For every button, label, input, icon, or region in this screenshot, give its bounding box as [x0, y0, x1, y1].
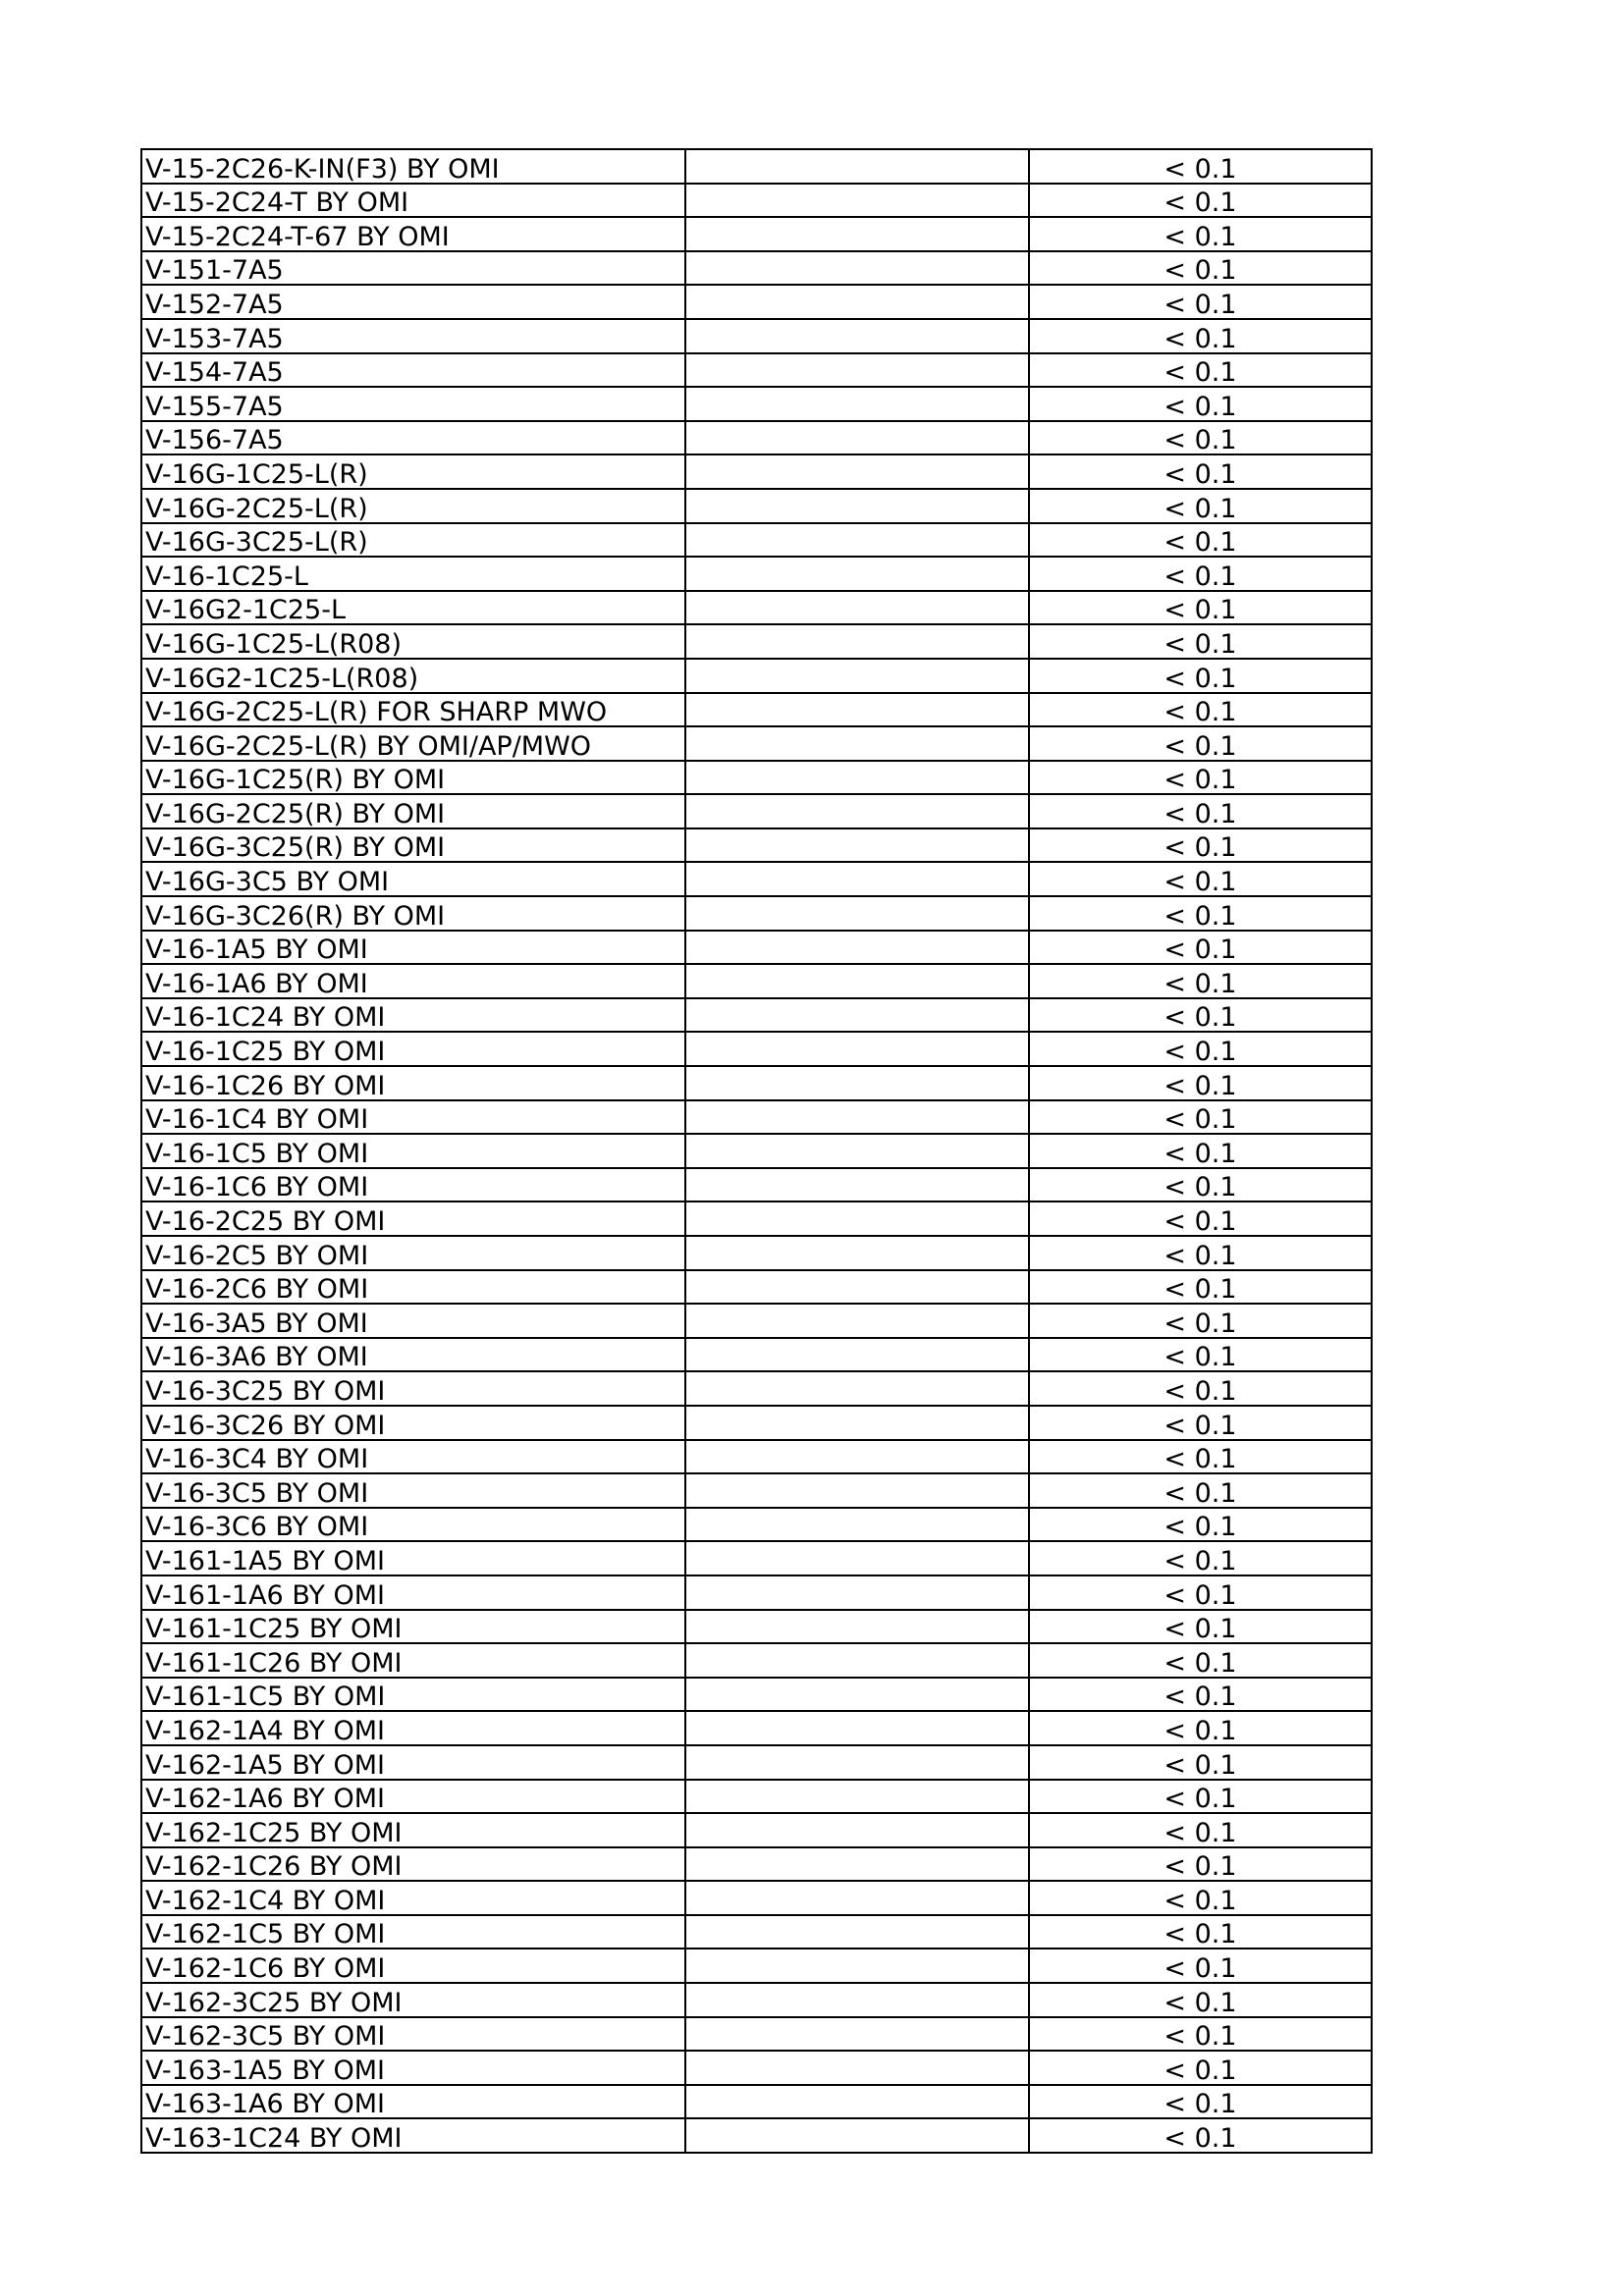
- blank-cell: [685, 387, 1029, 421]
- blank-cell: [685, 1711, 1029, 1745]
- part-number-cell: V-163-1A6 BY OMI: [141, 2085, 685, 2119]
- part-number-cell: V-152-7A5: [141, 285, 685, 319]
- value-cell: < 0.1: [1029, 1134, 1372, 1168]
- blank-cell: [685, 998, 1029, 1033]
- blank-cell: [685, 421, 1029, 455]
- table-row: [141, 794, 1372, 828]
- blank-cell: [685, 1473, 1029, 1508]
- blank-cell: [685, 1236, 1029, 1270]
- part-number-cell: V-16-3C4 BY OMI: [141, 1440, 685, 1474]
- part-number-cell: V-16-3C5 BY OMI: [141, 1473, 685, 1508]
- table-row: [141, 1270, 1372, 1305]
- blank-cell: [685, 1168, 1029, 1202]
- value-cell: < 0.1: [1029, 1541, 1372, 1575]
- blank-cell: [685, 624, 1029, 659]
- table-row: [141, 1508, 1372, 1542]
- table-row: [141, 1610, 1372, 1644]
- value-cell: < 0.1: [1029, 761, 1372, 795]
- blank-cell: [685, 353, 1029, 388]
- part-number-cell: V-16-3C25 BY OMI: [141, 1371, 685, 1406]
- parts-table-body: [141, 149, 1372, 2153]
- table-row: [141, 2051, 1372, 2085]
- value-cell: < 0.1: [1029, 1949, 1372, 1983]
- part-number-cell: V-16-3A5 BY OMI: [141, 1304, 685, 1338]
- value-cell: < 0.1: [1029, 2051, 1372, 2085]
- part-number-cell: V-16-1A5 BY OMI: [141, 931, 685, 965]
- part-number-cell: V-162-1A5 BY OMI: [141, 1745, 685, 1780]
- part-number-cell: V-16-2C6 BY OMI: [141, 1270, 685, 1305]
- table-row: [141, 2118, 1372, 2153]
- blank-cell: [685, 2017, 1029, 2052]
- blank-cell: [685, 1780, 1029, 1814]
- blank-cell: [685, 1745, 1029, 1780]
- blank-cell: [685, 319, 1029, 353]
- blank-cell: [685, 1032, 1029, 1066]
- part-number-cell: V-16-3A6 BY OMI: [141, 1338, 685, 1372]
- value-cell: < 0.1: [1029, 1678, 1372, 1712]
- part-number-cell: V-16-1C5 BY OMI: [141, 1134, 685, 1168]
- value-cell: < 0.1: [1029, 2118, 1372, 2153]
- table-row: [141, 1201, 1372, 1236]
- table-row: [141, 1780, 1372, 1814]
- blank-cell: [685, 1066, 1029, 1100]
- table-row: [141, 454, 1372, 489]
- parts-table: [140, 148, 1373, 2154]
- table-row: [141, 761, 1372, 795]
- value-cell: < 0.1: [1029, 896, 1372, 931]
- part-number-cell: V-161-1C26 BY OMI: [141, 1643, 685, 1678]
- blank-cell: [685, 1949, 1029, 1983]
- table-row: [141, 998, 1372, 1033]
- part-number-cell: V-162-3C25 BY OMI: [141, 1983, 685, 2017]
- part-number-cell: V-153-7A5: [141, 319, 685, 353]
- value-cell: < 0.1: [1029, 624, 1372, 659]
- part-number-cell: V-151-7A5: [141, 251, 685, 286]
- part-number-cell: V-16G-3C25-L(R): [141, 523, 685, 558]
- blank-cell: [685, 659, 1029, 693]
- value-cell: < 0.1: [1029, 149, 1372, 184]
- value-cell: < 0.1: [1029, 489, 1372, 523]
- blank-cell: [685, 794, 1029, 828]
- table-row: [141, 1032, 1372, 1066]
- value-cell: < 0.1: [1029, 1508, 1372, 1542]
- blank-cell: [685, 1847, 1029, 1882]
- value-cell: < 0.1: [1029, 964, 1372, 998]
- table-row: [141, 251, 1372, 286]
- value-cell: < 0.1: [1029, 591, 1372, 625]
- table-row: [141, 1711, 1372, 1745]
- blank-cell: [685, 1678, 1029, 1712]
- part-number-cell: V-156-7A5: [141, 421, 685, 455]
- blank-cell: [685, 2085, 1029, 2119]
- table-row: [141, 489, 1372, 523]
- part-number-cell: V-161-1C25 BY OMI: [141, 1610, 685, 1644]
- table-row: [141, 1575, 1372, 1610]
- table-row: [141, 1473, 1372, 1508]
- table-row: [141, 1813, 1372, 1847]
- table-row: [141, 319, 1372, 353]
- table-row: [141, 1745, 1372, 1780]
- blank-cell: [685, 1915, 1029, 1949]
- blank-cell: [685, 693, 1029, 727]
- value-cell: < 0.1: [1029, 862, 1372, 896]
- value-cell: < 0.1: [1029, 217, 1372, 251]
- blank-cell: [685, 591, 1029, 625]
- blank-cell: [685, 184, 1029, 218]
- table-row: [141, 1236, 1372, 1270]
- value-cell: < 0.1: [1029, 693, 1372, 727]
- value-cell: < 0.1: [1029, 1983, 1372, 2017]
- value-cell: < 0.1: [1029, 285, 1372, 319]
- blank-cell: [685, 217, 1029, 251]
- table-row: [141, 1440, 1372, 1474]
- blank-cell: [685, 1338, 1029, 1372]
- table-row: [141, 421, 1372, 455]
- value-cell: < 0.1: [1029, 1304, 1372, 1338]
- blank-cell: [685, 726, 1029, 761]
- value-cell: < 0.1: [1029, 1847, 1372, 1882]
- value-cell: < 0.1: [1029, 523, 1372, 558]
- part-number-cell: V-15-2C26-K-IN(F3) BY OMI: [141, 149, 685, 184]
- part-number-cell: V-16-1A6 BY OMI: [141, 964, 685, 998]
- table-row: [141, 1983, 1372, 2017]
- blank-cell: [685, 1134, 1029, 1168]
- part-number-cell: V-16G-2C25-L(R) BY OMI/AP/MWO: [141, 726, 685, 761]
- part-number-cell: V-16G-2C25-L(R): [141, 489, 685, 523]
- value-cell: < 0.1: [1029, 319, 1372, 353]
- value-cell: < 0.1: [1029, 1745, 1372, 1780]
- blank-cell: [685, 896, 1029, 931]
- part-number-cell: V-162-1C25 BY OMI: [141, 1813, 685, 1847]
- value-cell: < 0.1: [1029, 557, 1372, 591]
- table-row: [141, 931, 1372, 965]
- blank-cell: [685, 1406, 1029, 1440]
- blank-cell: [685, 931, 1029, 965]
- part-number-cell: V-16-2C5 BY OMI: [141, 1236, 685, 1270]
- table-row: [141, 1066, 1372, 1100]
- table-row: [141, 591, 1372, 625]
- value-cell: < 0.1: [1029, 1780, 1372, 1814]
- table-row: [141, 659, 1372, 693]
- value-cell: < 0.1: [1029, 1575, 1372, 1610]
- table-row: [141, 862, 1372, 896]
- part-number-cell: V-16-1C24 BY OMI: [141, 998, 685, 1033]
- part-number-cell: V-163-1C24 BY OMI: [141, 2118, 685, 2153]
- value-cell: < 0.1: [1029, 1338, 1372, 1372]
- table-row: [141, 1881, 1372, 1915]
- table-row: [141, 1847, 1372, 1882]
- value-cell: < 0.1: [1029, 1813, 1372, 1847]
- part-number-cell: V-161-1C5 BY OMI: [141, 1678, 685, 1712]
- part-number-cell: V-161-1A5 BY OMI: [141, 1541, 685, 1575]
- part-number-cell: V-16G-1C25-L(R): [141, 454, 685, 489]
- blank-cell: [685, 149, 1029, 184]
- part-number-cell: V-15-2C24-T-67 BY OMI: [141, 217, 685, 251]
- blank-cell: [685, 1100, 1029, 1135]
- table-row: [141, 1134, 1372, 1168]
- table-row: [141, 523, 1372, 558]
- part-number-cell: V-16G-3C5 BY OMI: [141, 862, 685, 896]
- part-number-cell: V-162-1C6 BY OMI: [141, 1949, 685, 1983]
- part-number-cell: V-16-3C6 BY OMI: [141, 1508, 685, 1542]
- part-number-cell: V-16-1C6 BY OMI: [141, 1168, 685, 1202]
- value-cell: < 0.1: [1029, 454, 1372, 489]
- value-cell: < 0.1: [1029, 1168, 1372, 1202]
- blank-cell: [685, 489, 1029, 523]
- blank-cell: [685, 1643, 1029, 1678]
- table-row: [141, 1949, 1372, 1983]
- blank-cell: [685, 1508, 1029, 1542]
- part-number-cell: V-16-2C25 BY OMI: [141, 1201, 685, 1236]
- value-cell: < 0.1: [1029, 1711, 1372, 1745]
- part-number-cell: V-16-1C25-L: [141, 557, 685, 591]
- part-number-cell: V-163-1A5 BY OMI: [141, 2051, 685, 2085]
- blank-cell: [685, 1201, 1029, 1236]
- table-row: [141, 1338, 1372, 1372]
- part-number-cell: V-162-1A4 BY OMI: [141, 1711, 685, 1745]
- blank-cell: [685, 1813, 1029, 1847]
- part-number-cell: V-16G-2C25(R) BY OMI: [141, 794, 685, 828]
- table-row: [141, 1915, 1372, 1949]
- table-row: [141, 1541, 1372, 1575]
- part-number-cell: V-16G-3C25(R) BY OMI: [141, 828, 685, 863]
- value-cell: < 0.1: [1029, 1270, 1372, 1305]
- value-cell: < 0.1: [1029, 1236, 1372, 1270]
- table-row: [141, 184, 1372, 218]
- table-row: [141, 964, 1372, 998]
- table-row: [141, 1371, 1372, 1406]
- part-number-cell: V-15-2C24-T BY OMI: [141, 184, 685, 218]
- value-cell: < 0.1: [1029, 2085, 1372, 2119]
- table-row: [141, 217, 1372, 251]
- blank-cell: [685, 1610, 1029, 1644]
- blank-cell: [685, 1440, 1029, 1474]
- table-row: [141, 387, 1372, 421]
- table-row: [141, 1643, 1372, 1678]
- blank-cell: [685, 251, 1029, 286]
- part-number-cell: V-16G-1C25-L(R08): [141, 624, 685, 659]
- value-cell: < 0.1: [1029, 998, 1372, 1033]
- table-row: [141, 624, 1372, 659]
- blank-cell: [685, 761, 1029, 795]
- value-cell: < 0.1: [1029, 1440, 1372, 1474]
- value-cell: < 0.1: [1029, 421, 1372, 455]
- part-number-cell: V-16-3C26 BY OMI: [141, 1406, 685, 1440]
- blank-cell: [685, 1304, 1029, 1338]
- part-number-cell: V-155-7A5: [141, 387, 685, 421]
- table-row: [141, 1168, 1372, 1202]
- table-row: [141, 828, 1372, 863]
- value-cell: < 0.1: [1029, 353, 1372, 388]
- value-cell: < 0.1: [1029, 794, 1372, 828]
- table-row: [141, 1678, 1372, 1712]
- part-number-cell: V-162-3C5 BY OMI: [141, 2017, 685, 2052]
- blank-cell: [685, 862, 1029, 896]
- table-row: [141, 149, 1372, 184]
- table-row: [141, 693, 1372, 727]
- value-cell: < 0.1: [1029, 1881, 1372, 1915]
- part-number-cell: V-16G-3C26(R) BY OMI: [141, 896, 685, 931]
- table-row: [141, 557, 1372, 591]
- value-cell: < 0.1: [1029, 1643, 1372, 1678]
- table-row: [141, 285, 1372, 319]
- table-row: [141, 896, 1372, 931]
- value-cell: < 0.1: [1029, 387, 1372, 421]
- value-cell: < 0.1: [1029, 726, 1372, 761]
- blank-cell: [685, 1881, 1029, 1915]
- blank-cell: [685, 2118, 1029, 2153]
- part-number-cell: V-154-7A5: [141, 353, 685, 388]
- value-cell: < 0.1: [1029, 828, 1372, 863]
- part-number-cell: V-16G-2C25-L(R) FOR SHARP MWO: [141, 693, 685, 727]
- value-cell: < 0.1: [1029, 1066, 1372, 1100]
- table-row: [141, 1406, 1372, 1440]
- value-cell: < 0.1: [1029, 931, 1372, 965]
- table-row: [141, 1100, 1372, 1135]
- blank-cell: [685, 285, 1029, 319]
- part-number-cell: V-16G2-1C25-L: [141, 591, 685, 625]
- part-number-cell: V-161-1A6 BY OMI: [141, 1575, 685, 1610]
- value-cell: < 0.1: [1029, 184, 1372, 218]
- part-number-cell: V-162-1A6 BY OMI: [141, 1780, 685, 1814]
- table-row: [141, 1304, 1372, 1338]
- part-number-cell: V-16G-1C25(R) BY OMI: [141, 761, 685, 795]
- blank-cell: [685, 1541, 1029, 1575]
- value-cell: < 0.1: [1029, 659, 1372, 693]
- part-number-cell: V-162-1C26 BY OMI: [141, 1847, 685, 1882]
- blank-cell: [685, 523, 1029, 558]
- value-cell: < 0.1: [1029, 1201, 1372, 1236]
- part-number-cell: V-162-1C4 BY OMI: [141, 1881, 685, 1915]
- blank-cell: [685, 454, 1029, 489]
- table-row: [141, 726, 1372, 761]
- blank-cell: [685, 1575, 1029, 1610]
- table-row: [141, 2085, 1372, 2119]
- value-cell: < 0.1: [1029, 1100, 1372, 1135]
- value-cell: < 0.1: [1029, 2017, 1372, 2052]
- value-cell: < 0.1: [1029, 1371, 1372, 1406]
- blank-cell: [685, 557, 1029, 591]
- blank-cell: [685, 828, 1029, 863]
- blank-cell: [685, 1270, 1029, 1305]
- part-number-cell: V-162-1C5 BY OMI: [141, 1915, 685, 1949]
- value-cell: < 0.1: [1029, 1032, 1372, 1066]
- value-cell: < 0.1: [1029, 1610, 1372, 1644]
- blank-cell: [685, 2051, 1029, 2085]
- value-cell: < 0.1: [1029, 251, 1372, 286]
- part-number-cell: V-16-1C26 BY OMI: [141, 1066, 685, 1100]
- value-cell: < 0.1: [1029, 1406, 1372, 1440]
- part-number-cell: V-16-1C25 BY OMI: [141, 1032, 685, 1066]
- value-cell: < 0.1: [1029, 1915, 1372, 1949]
- blank-cell: [685, 964, 1029, 998]
- part-number-cell: V-16-1C4 BY OMI: [141, 1100, 685, 1135]
- blank-cell: [685, 1371, 1029, 1406]
- table-row: [141, 353, 1372, 388]
- blank-cell: [685, 1983, 1029, 2017]
- value-cell: < 0.1: [1029, 1473, 1372, 1508]
- table-row: [141, 2017, 1372, 2052]
- part-number-cell: V-16G2-1C25-L(R08): [141, 659, 685, 693]
